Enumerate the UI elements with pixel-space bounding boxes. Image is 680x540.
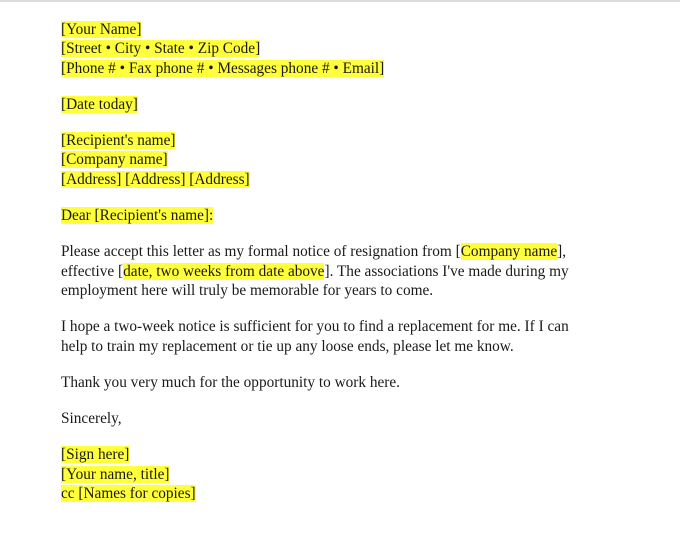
date-line (61, 95, 661, 114)
p1-l2-text-post: ]. The associations I've made during my (324, 262, 569, 280)
sender-block (61, 20, 661, 39)
signature-line (61, 445, 661, 464)
letter-page (61, 20, 661, 503)
salutation: Dear [Recipient's name]: (61, 207, 214, 225)
body-paragraph-1-line-2 (61, 262, 661, 281)
cc-line (61, 484, 661, 503)
recipient-address-line (61, 170, 661, 189)
p1-text-post: ], (557, 243, 567, 261)
closing: Sincerely, (61, 410, 122, 428)
effective-date-highlight: date, two weeks from date above (123, 262, 325, 280)
body-paragraph-3: Thank you very much for the opportunity to work here. (61, 373, 400, 391)
recipient-address: [Address] [Address] [Address] (61, 170, 250, 188)
p1-text-pre: Please accept this letter as my formal notice of resignation from [ (61, 243, 461, 261)
signature-sign: [Sign here] (61, 446, 130, 464)
cc-names: cc [Names for copies] (61, 485, 196, 503)
body-paragraph-2-line-2: help to train my replacement or tie up any loose ends, please let me know. (61, 337, 514, 355)
body-paragraph-2-line-1: I hope a two-week notice is sufficient for you to find a replacement for me. If I can (61, 318, 569, 336)
recipient-company: [Company name] (61, 151, 168, 169)
recipient-name-line (61, 131, 661, 150)
p1-l2-text-pre: effective [ (61, 262, 124, 280)
page-top-border (0, 0, 680, 2)
signature-name-line (61, 465, 661, 484)
letter-date: [Date today] (61, 95, 138, 113)
sender-address-line (61, 39, 661, 58)
recipient-name: [Recipient's name] (61, 132, 176, 150)
salutation-line (61, 206, 661, 225)
body-paragraph-1-line-1 (61, 242, 661, 261)
recipient-company-line (61, 150, 661, 169)
sender-name: [Your Name] (61, 21, 142, 38)
sender-address: [Street • City • State • Zip Code] (61, 40, 261, 58)
sender-contacts-line (61, 59, 661, 78)
signature-name-title: [Your name, title] (61, 465, 170, 483)
sender-contacts: [Phone # • Fax phone # • Messages phone # • Email] (61, 59, 385, 77)
company-name-highlight: Company name (460, 243, 558, 261)
body-paragraph-1-line-3: employment here will truly be memorable for years to come. (61, 281, 434, 299)
